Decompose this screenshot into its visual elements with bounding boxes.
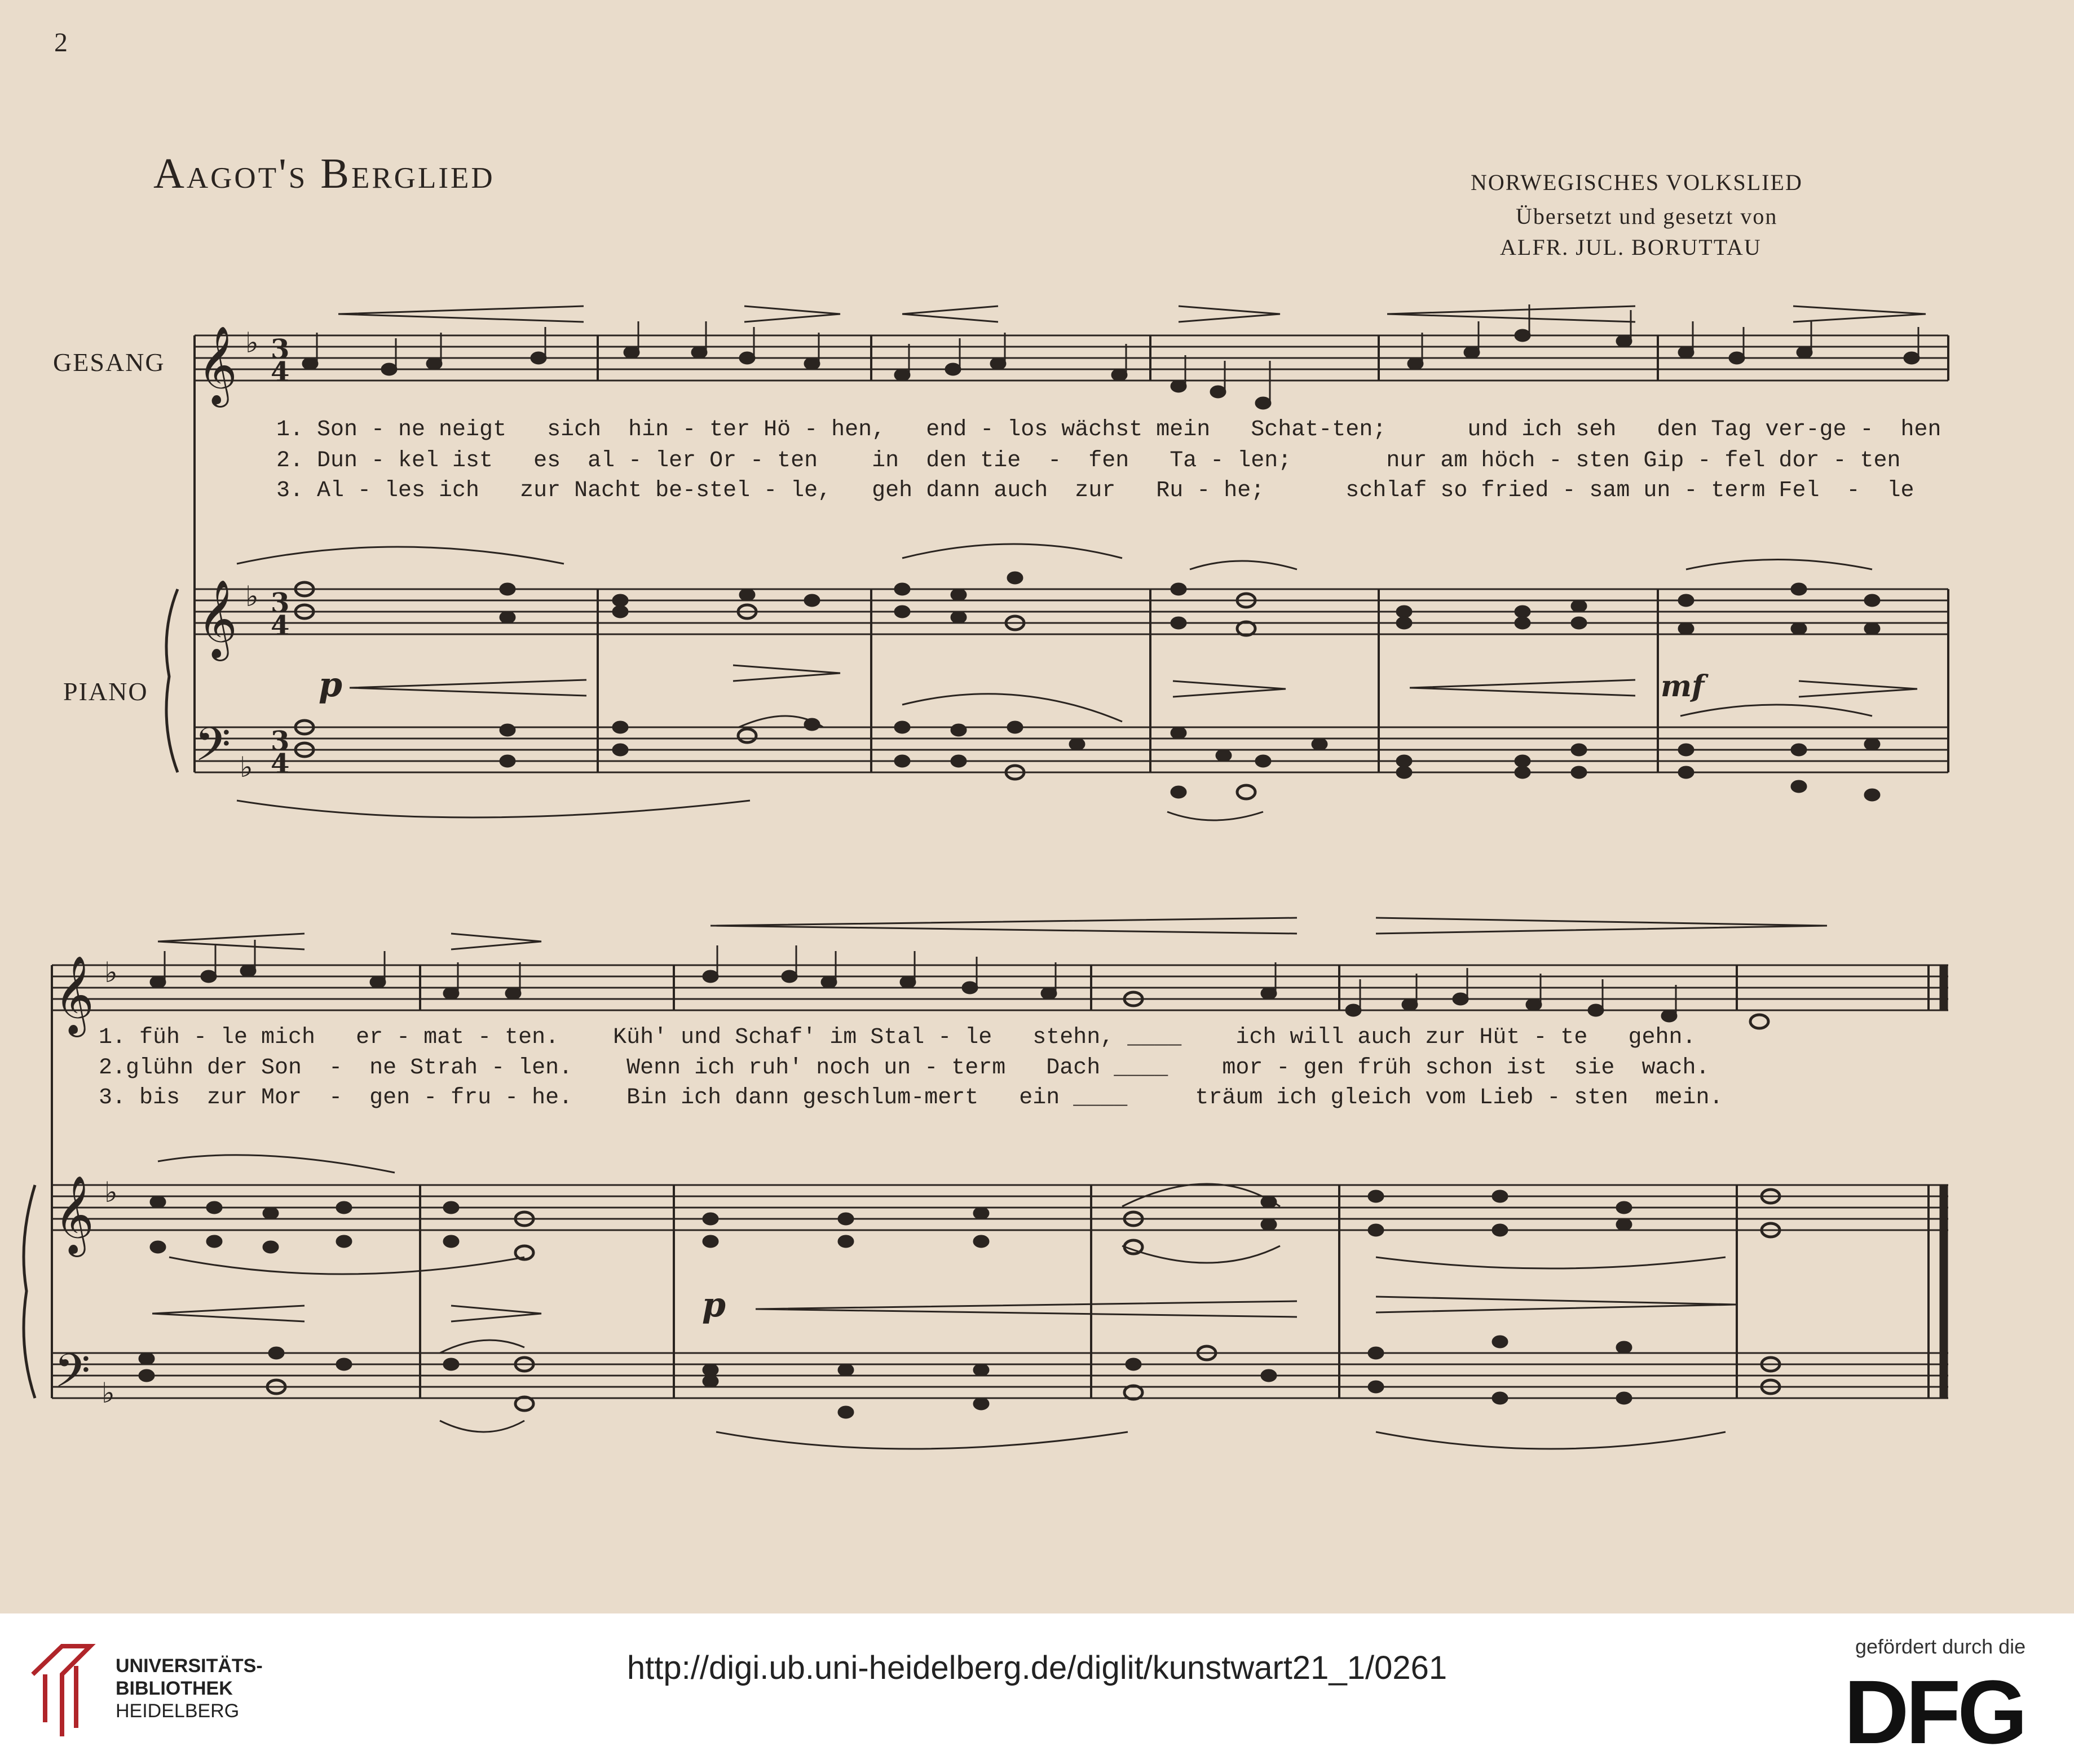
system1-barlines (195, 335, 1948, 772)
system1-piano-brace (166, 589, 178, 772)
key-flat-icon: ♭ (245, 326, 259, 359)
lyrics-s1-verse1: 1. Son - ne neigt sich hin - ter Hö - hen, end - los wächst mein Schat-ten; und ich seh den Tag ver-ge - hen (276, 417, 1941, 443)
system2-piano-notes (139, 1190, 1780, 1418)
time-sig-top: 3 (271, 587, 290, 619)
ub-line3: HEIDELBERG (116, 1700, 240, 1722)
footer-bar (0, 1613, 2074, 1763)
dfg-logo: DFG (1844, 1661, 2024, 1762)
song-title: Aagot's Berglied (153, 150, 495, 197)
page-number: 2 (54, 28, 68, 58)
system1-piano-treble-clef: 𝄞 (197, 580, 237, 658)
system1-piano-bass-clef: 𝄢 (195, 717, 231, 783)
system2-piano-bass-clef: 𝄢 (54, 1343, 91, 1409)
system1-piano-notes (295, 572, 1879, 801)
subtitle-arranger: ALFR. JUL. BORUTTAU (1500, 235, 1762, 260)
lyrics-s1-verse3: 3. Al - les ich zur Nacht be-stel - le, geh dann auch zur Ru - he; schlaf so fried - sam un - term Fel - le (276, 478, 1914, 503)
subtitle-translation: Übersetzt und gesetzt von (1516, 204, 1778, 229)
time-sig-top: 3 (271, 726, 290, 757)
system2-voice-staff (52, 965, 1948, 1010)
time-sig-bottom: 4 (271, 356, 290, 388)
lyrics-s2-verse2: 2.glühn der Son - ne Strah - len. Wenn ich ruh' noch un - term Dach ____ mor - gen früh schon ist sie wach. (99, 1055, 1710, 1081)
piano-label: PIANO (63, 677, 148, 706)
system2-voice-notes (151, 940, 1768, 1028)
ub-line1: UNIVERSITÄTS- (116, 1655, 263, 1677)
dynamic-p: p (319, 665, 342, 705)
dynamic-p: p (702, 1285, 726, 1325)
lyrics-s2-verse3: 3. bis zur Mor - gen - fru - he. Bin ich dann geschlum-mert ein ____ träum ich gleich vom Lieb - sten mein. (99, 1085, 1723, 1111)
final-barline (1940, 965, 1948, 1398)
key-flat-icon: ♭ (104, 1176, 118, 1209)
gesang-label: GESANG (53, 348, 165, 377)
system1-voice-treble-clef: 𝄞 (197, 326, 237, 404)
key-flat-icon: ♭ (102, 1377, 115, 1409)
key-flat-icon: ♭ (245, 580, 259, 613)
subtitle-origin: NORWEGISCHES VOLKSLIED (1471, 170, 1803, 195)
ub-line2: BIBLIOTHEK (116, 1678, 233, 1699)
funding-note: gefördert durch die (1855, 1635, 2026, 1658)
system2-voice-treble-clef: 𝄞 (54, 956, 94, 1034)
time-sig-bottom: 4 (271, 610, 290, 642)
system2-piano-brace (24, 1185, 35, 1398)
lyrics-s2-verse1: 1. füh - le mich er - mat - ten. Küh' und Schaf' im Stal - le stehn, ____ ich will auch zur Hüt - te gehn. (99, 1025, 1696, 1050)
permalink-url[interactable]: http://digi.ub.uni-heidelberg.de/diglit/kunstwart21_1/0261 (626, 1650, 1448, 1686)
time-sig-top: 3 (271, 334, 290, 365)
key-flat-icon: ♭ (240, 751, 253, 784)
lyrics-s1-verse2: 2. Dun - kel ist es al - ler Or - ten in den tie - fen Ta - len; nur am höch - sten Gip - fel dor - ten (276, 448, 1901, 474)
dynamic-mf: mf (1661, 669, 1705, 704)
time-sig-bottom: 4 (271, 748, 290, 780)
system2-piano-treble-clef: 𝄞 (54, 1175, 94, 1254)
key-flat-icon: ♭ (104, 956, 118, 989)
system2-piano-bass-staff (52, 1353, 1948, 1398)
